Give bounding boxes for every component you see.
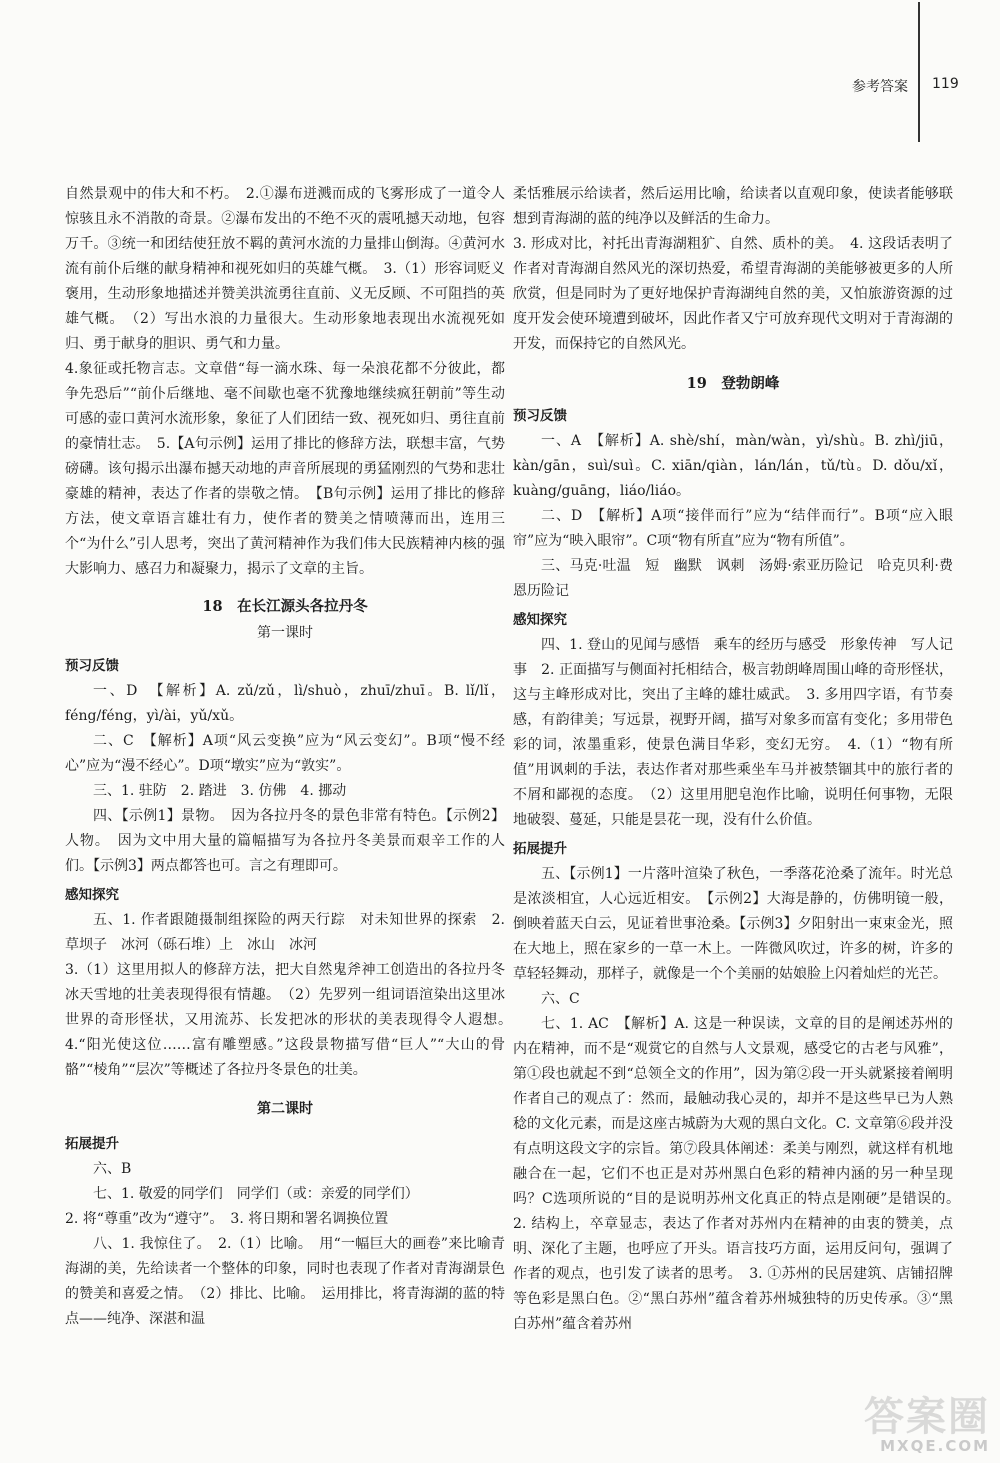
answer-paragraph: 3. 形成对比，衬托出青海湖粗犷、自然、质朴的美。 4. 这段话表明了作者对青海湖自然风光的深切热爱，希望青海湖的美能够被更多的人所欣赏，但是同时为了更好地保护青海湖纯自然的美，又怕旅游资源的过度开发会使环境遭到破坏，因此作者又宁可放弃现代文明对于青海湖的开发，而保持它的自然风光。 xyxy=(513,236,953,352)
watermark-logo-text: 答案圈 xyxy=(864,1394,990,1440)
right-column xyxy=(513,182,967,1337)
answer-item: 四、1. 登山的见闻与感悟 乘车的经历与感受 形象传神 写人记事 2. 正面描写与侧面衬托相结合，极言勃朗峰周围山峰的奇形怪状，这与主峰形成对比，突出了主峰的雄壮威武。 3. 多用四字语，有节奏感，有韵律美；写远景，视野开阔，描写对象多而富有变化；多用带色彩的词，浓墨重彩，使景色满目华彩，变幻无穷。 4.（1）“物有所值”用讽刺的手法，表达作者对那些乘坐车马并被禁锢其中的旅行者的不屑和鄙视的态度。 （2）这里用肥皂泡作比喻，说明任何事物，无限地破裂、蔓延，只能是昙花一现，没有什么价值。 xyxy=(513,637,953,828)
section-title-18: 18 在长江源头各拉丹冬 xyxy=(202,598,368,615)
subsection-label-yuxi: 预习反馈 xyxy=(65,658,119,674)
answer-item: 七、1. 敬爱的同学们 同学们（或：亲爱的同学们） xyxy=(93,1186,419,1202)
answer-item: 四、【示例1】景物。 因为各拉丹冬的景色非常有特色。【示例2】人物。 因为文中用大量的篇幅描写为各拉丹冬美景而艰辛工作的人们。【示例3】两点都答也可。言之有理即可。 xyxy=(65,808,505,874)
watermark-url: MXQE.COM xyxy=(880,1437,990,1455)
answer-paragraph: 4.象征或托物言志。文章借“每一滴水珠、每一朵浪花都不分彼此，都争先恐后”“前仆后继地、毫不间歇也毫不犹豫地继续疯狂朝前”等生动可感的壶口黄河水流形象，象征了人们团结一致、视死如归、勇往直前的豪情壮志。 5.【A句示例】运用了排比的修辞方法，联想丰富，气势磅礴。该句揭示出瀑布撼天动地的声音所展现的勇猛刚烈的气势和悲壮豪雄的精神，表达了作者的崇敬之情。 【B句示例】运用了排比的修辞方法，使文章语言雄壮有力，使作者的赞美之情喷薄而出，连用三个“为什么”引人思考，突出了黄河精神作为我们伟大民族精神内核的强大影响力、感召力和凝聚力，揭示了文章的主旨。 xyxy=(65,361,505,577)
site-watermark xyxy=(790,1394,990,1455)
answer-item: 3.（1）这里用拟人的修辞方法，把大自然鬼斧神工创造出的各拉丹冬冰天雪地的壮美表现得很有情趣。 （2）先罗列一组词语渲染出这里冰世界的奇形怪状，又用流苏、长发把冰的形状的美表现得令人遐想。 4.“阳光使这位……富有雕塑感。”这段景物描写借“巨人”“大山的骨骼”“棱角”“层次”等概述了各拉丹冬景色的壮美。 xyxy=(65,962,519,1078)
running-title: 参考答案 xyxy=(852,79,908,95)
lesson-heading-2: 第二课时 xyxy=(257,1101,313,1117)
section-title-19: 19 登勃朗峰 xyxy=(686,375,780,392)
answer-item: 七、1. AC 【解析】A. 这是一种误读，文章的目的是阐述苏州的内在精神，而不是“观赏它的自然与人文景观，感受它的古老与风雅”，第①段也就起不到“总领全文的作用”，因为第②段一开头就紧接着阐明作者自己的观点了：然而，最触动我心灵的，却并不是这些早已为人熟稔的文化元素，而是这座古城蔚为大观的黑白文化。C. 文章第⑥段并没有点明这段文字的宗旨。第⑦段具体阐述：柔美与刚烈，就这样有机地融合在一起，它们不也正是对苏州黑白色彩的精神内涵的另一种呈现吗？C选项所说的“目的是说明苏州文化真正的特点是刚硬”是错误的。 2. 结构上，卒章显志，表达了作者对苏州内在精神的由衷的赞美，点明、深化了主题，也呼应了开头。语言技巧方面，运用反问句，强调了作者的观点，也引发了读者的思考。 3. ①苏州的民居建筑、店铺招牌等色彩是黑白色。②“黑白苏州”蕴含着苏州城独特的历史传承。③“黑白苏州”蕴含着苏州 xyxy=(513,1016,967,1332)
lesson-heading-1: 第一课时 xyxy=(257,625,313,641)
left-column xyxy=(65,182,519,1332)
answer-item: 一、D 【解析】A. zǔ/zǔ，lì/shuò，zhuī/zhuī。B. lǐ/lǐ，féng/féng，yì/ài，yǔ/xǔ。 xyxy=(65,683,505,724)
answer-item: 五、【示例1】一片落叶渲染了秋色，一季落花沧桑了流年。时光总是浓淡相宜，人心远近相安。 【示例2】大海是静的，仿佛明镜一般，倒映着蓝天白云，见证着世事沧桑。【示例3】夕阳射出一束束金光，照在大地上，照在家乡的一草一木上。一阵微风吹过，许多的树，许多的草轻轻舞动，那样子，就像是一个个美丽的姑娘脸上闪着灿烂的光芒。 xyxy=(513,866,953,982)
answer-item: 二、D 【解析】A项“接伴而行”应为“结伴而行”。B项“应入眼帘”应为“映入眼帘”。C项“物有所直”应为“物有所值”。 xyxy=(513,508,953,549)
page-header xyxy=(0,70,1000,106)
subsection-label-tuozhan: 拓展提升 xyxy=(65,1136,119,1152)
answer-item: 2. 将“尊重”改为“遵守”。 3. 将日期和署名调换位置 xyxy=(65,1211,389,1227)
answer-item: 六、C xyxy=(541,991,580,1007)
subsection-label-tuozhan: 拓展提升 xyxy=(513,841,567,857)
answer-item: 三、1. 驻防 2. 踏进 3. 仿佛 4. 挪动 xyxy=(93,783,347,799)
answer-item: 三、马克·吐温 短 幽默 讽刺 汤姆·索亚历险记 哈克贝利·费恩历险记 xyxy=(513,558,953,599)
subsection-label-yuxi: 预习反馈 xyxy=(513,408,567,424)
answer-item: 一、A 【解析】A. shè/shí，màn/wàn，yì/shù。B. zhì/jiū，kàn/gān，suì/suì。C. xiān/qiàn，lán/lán，tǔ/tù。D. dǒu/xǐ，kuàng/guāng，liáo/liáo。 xyxy=(513,433,953,499)
answer-item: 五、1. 作者跟随摄制组探险的两天行踪 对未知世界的探索 2. 草坝子 冰河（砾石堆）上 冰山 冰河 xyxy=(65,912,505,953)
answer-item: 六、B xyxy=(93,1161,132,1177)
subsection-label-ganzhi: 感知探究 xyxy=(513,612,567,628)
page-number: 119 xyxy=(932,76,959,92)
answer-paragraph: 柔恬雅展示给读者，然后运用比喻，给读者以直观印象，使读者能够联想到青海湖的蓝的纯净以及鲜活的生命力。 xyxy=(513,186,953,227)
answer-item: 二、C 【解析】A项“风云变换”应为“风云变幻”。B项“慢不经心”应为“漫不经心”。D项“墩实”应为“敦实”。 xyxy=(65,733,505,774)
header-divider xyxy=(918,2,920,142)
answer-paragraph: 自然景观中的伟大和不朽。 2.①瀑布迸溅而成的飞雾形成了一道令人惊骇且永不消散的奇景。②瀑布发出的不绝不灭的震吼撼天动地，包容万千。③统一和团结使狂放不羁的黄河水流的力量排山倒海。④黄河水流有前仆后继的献身精神和视死如归的英雄气概。 3.（1）形容词贬义褒用，生动形象地描述并赞美洪流勇往直前、义无反顾、不可阻挡的英雄气概。 （2）写出水浪的力量很大。生动形象地表现出水流视死如归、勇于献身的胆识、勇气和力量。 xyxy=(65,186,505,352)
subsection-label-ganzhi: 感知探究 xyxy=(65,887,119,903)
answer-item: 八、1. 我惊住了。 2.（1）比喻。 用“一幅巨大的画卷”来比喻青海湖的美，先给读者一个整体的印象，同时也表现了作者对青海湖景色的赞美和喜爱之情。 （2）排比、比喻。 运用排比，将青海湖的蓝的特点——纯净、深湛和温 xyxy=(65,1236,505,1327)
